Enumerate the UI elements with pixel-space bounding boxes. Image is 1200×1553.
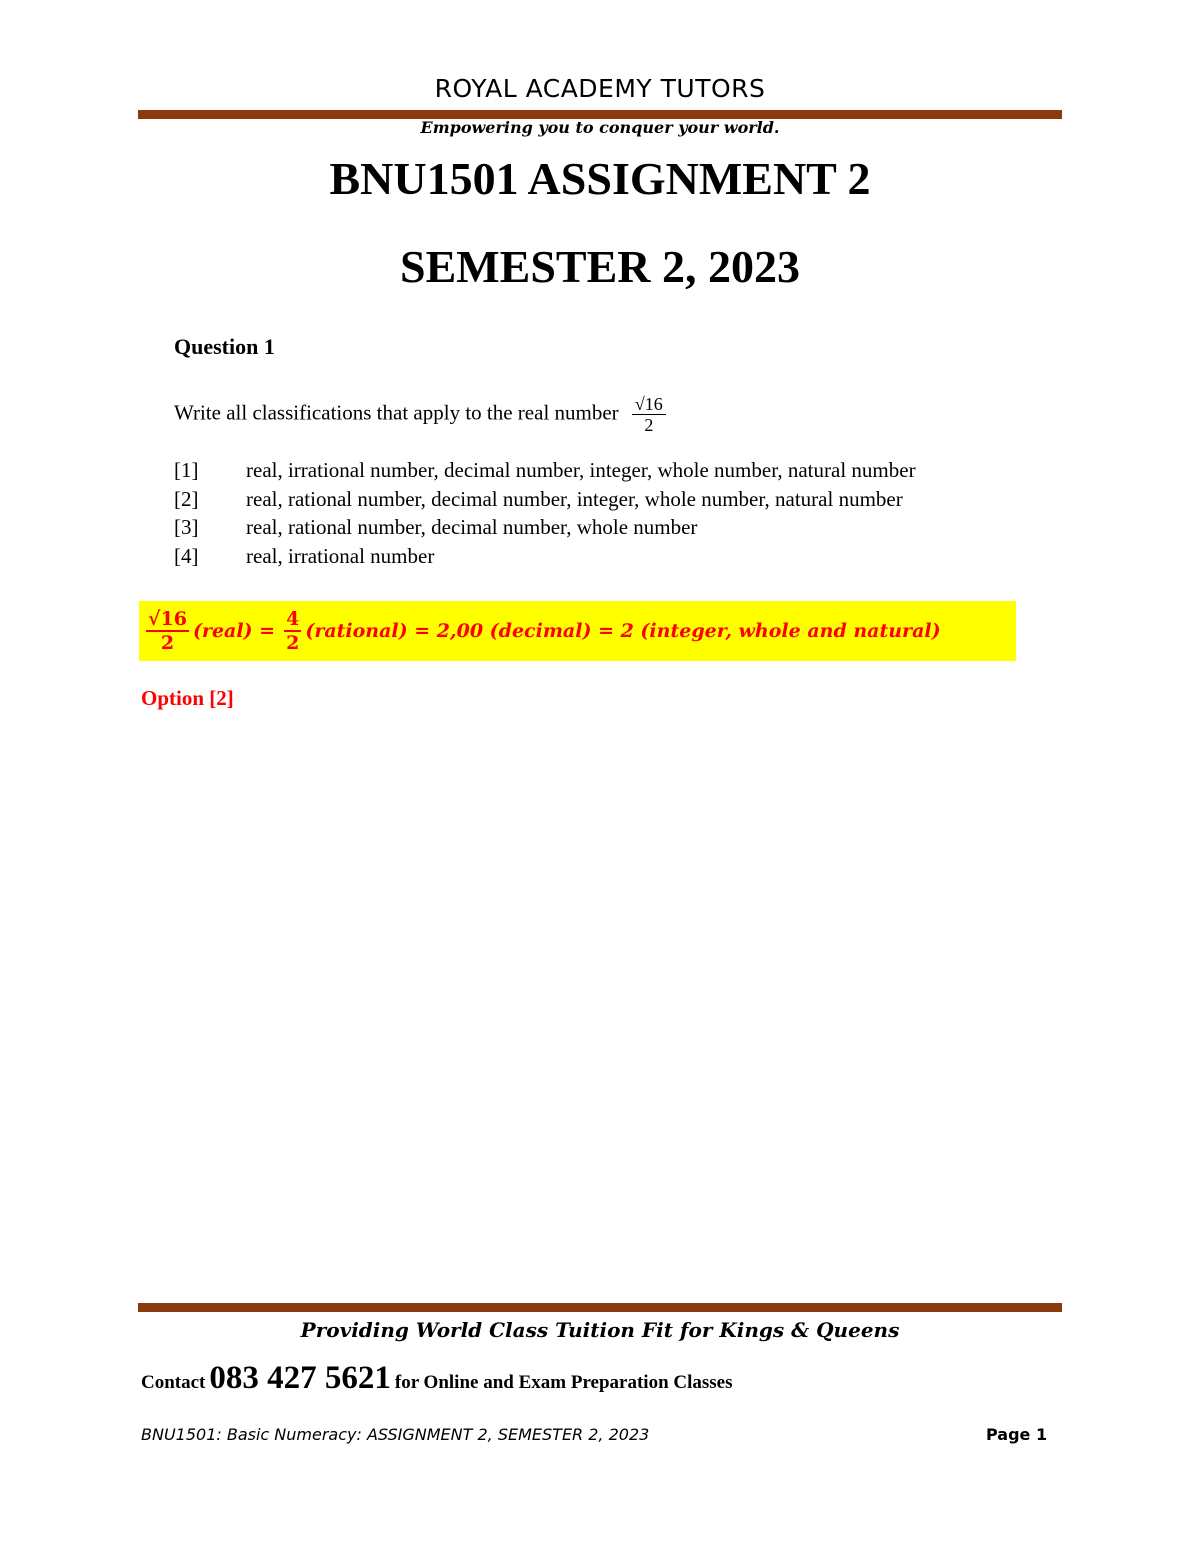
answer-fraction-2-num: 4 [286,608,300,630]
footer-rule [138,1303,1062,1312]
question-prompt: Write all classifications that apply to the real number [174,400,619,425]
option-label: [1] [174,458,199,482]
answer-fraction-1-den: 2 [160,632,175,654]
fraction-numerator: √16 [632,394,666,415]
page-number: Page 1 [986,1425,1048,1444]
organization-name: ROYAL ACADEMY TUTORS [434,74,766,103]
option-item [174,456,916,485]
contact-phone: 083 427 5621 [209,1360,391,1396]
option-label: [4] [174,543,199,568]
answer-fraction-2-den: 2 [286,632,300,654]
answer-highlight [139,601,1016,661]
option-item [174,542,916,571]
answer-fraction-2 [284,608,301,654]
option-item [174,485,916,514]
options-list [174,456,916,570]
option-label: [2] [174,486,199,511]
question-heading: Question 1 [174,334,275,359]
option-text: real, rational number, decimal number, whole number [246,515,698,539]
contact-prefix: Contact [141,1372,206,1393]
option-text: real, rational number, decimal number, integer, whole number, natural number [246,486,903,511]
question-text [174,394,666,435]
contact-line [141,1360,733,1397]
assignment-title: BNU1501 ASSIGNMENT 2 [329,153,871,204]
answer-segment-1: (real) = [192,620,276,642]
contact-suffix: for Online and Exam Preparation Classes [394,1372,733,1393]
answer-segment-2: (rational) = 2,00 (decimal) = 2 (integer, whole and natural) [305,620,941,642]
answer-fraction-1 [146,608,189,654]
tagline: Empowering you to conquer your world. [420,118,780,137]
option-text: real, irrational number, decimal number, integer, whole number, natural number [246,458,916,482]
document-reference: BNU1501: Basic Numeracy: ASSIGNMENT 2, SEMESTER 2, 2023 [141,1425,650,1444]
answer-fraction-1-num: √16 [148,608,187,630]
answer-option: Option [2] [141,686,234,710]
question-fraction [632,394,666,435]
footer-slogan: Providing World Class Tuition Fit for Kings & Queens [300,1318,900,1342]
option-text: real, irrational number [246,543,435,568]
option-item [174,513,916,542]
fraction-denominator: 2 [644,415,654,435]
option-label: [3] [174,515,199,539]
semester-title: SEMESTER 2, 2023 [399,241,801,292]
